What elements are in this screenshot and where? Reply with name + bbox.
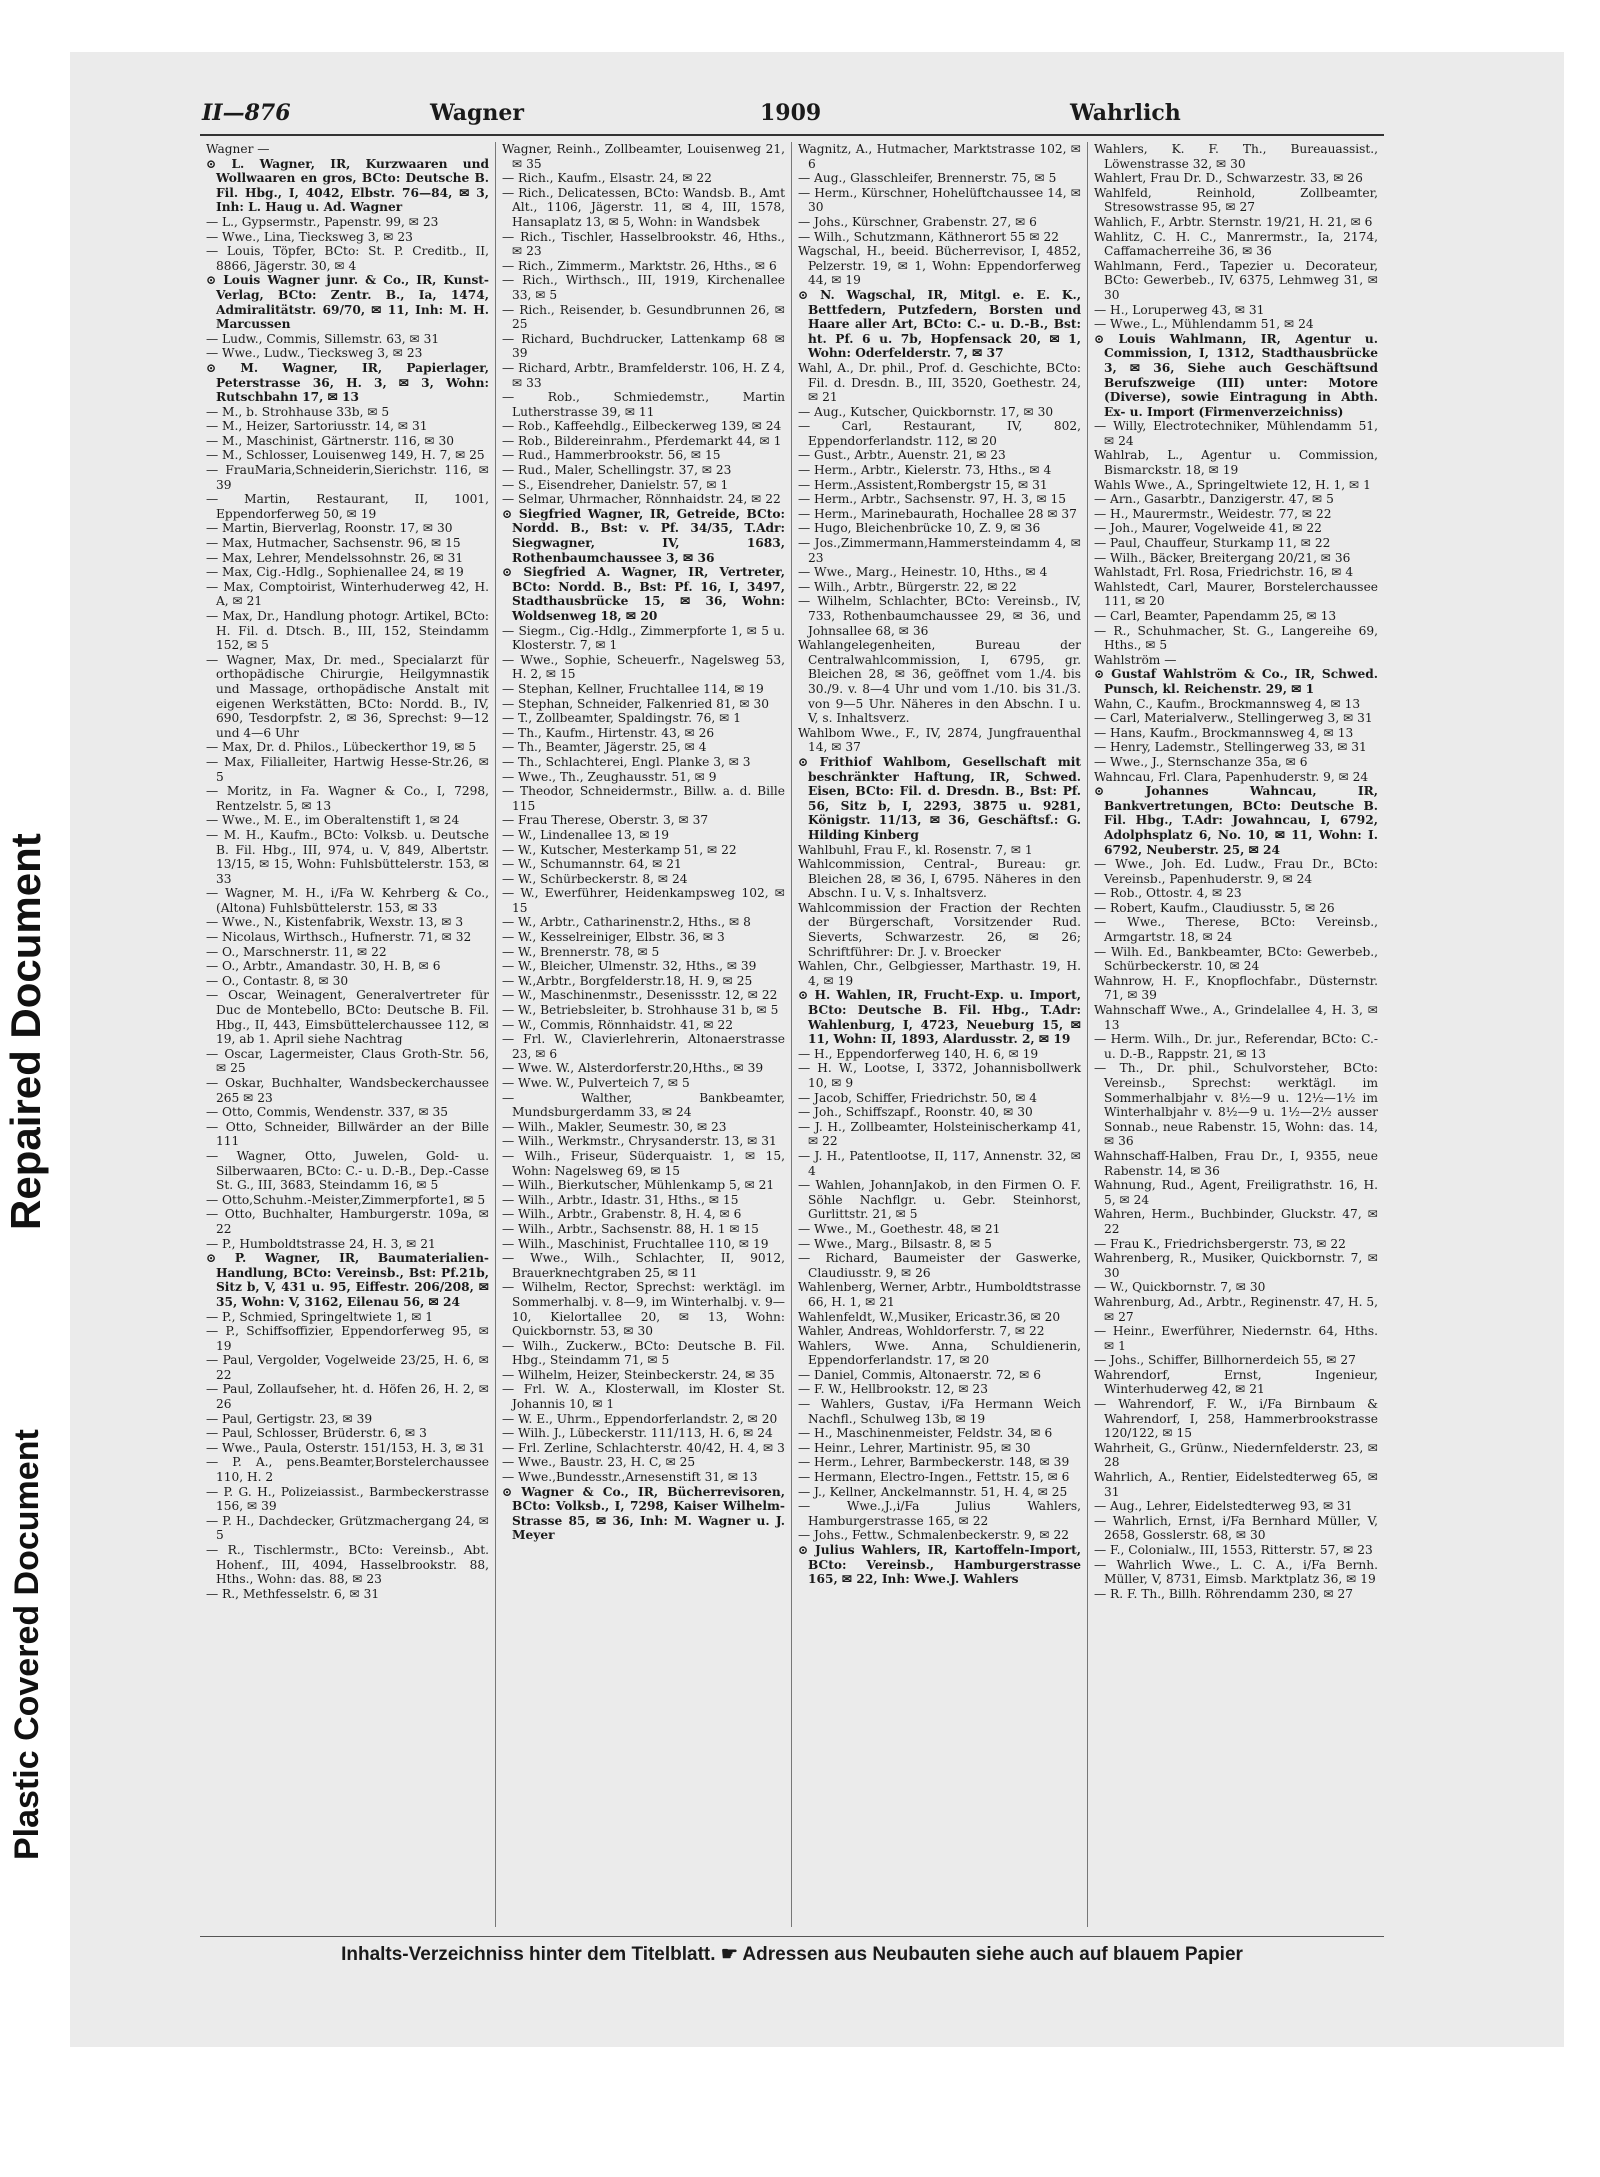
directory-entry: — R., Tischlermstr., BCto: Vereinsb., Abt. Hohenf., III, 4094, Hasselbrookstr. 88, Hths., Wohn: das. 88, ✉ 23 — [206, 1543, 489, 1587]
directory-entry: — Wwe., Joh. Ed. Ludw., Frau Dr., BCto: Vereinsb., Papenhuderstr. 9, ✉ 24 — [1094, 857, 1378, 886]
directory-entry: — Wilhelm, Schlachter, BCto: Vereinsb., IV, 733, Rothenbaumchaussee 29, ✉ 36, und Johnsallee 68, ✉ 36 — [798, 594, 1081, 638]
directory-entry: ⊙ M. Wagner, IR, Papierlager, Peterstrasse 36, H. 3, ✉ 3, Wohn: Rutschbahn 17, ✉ 13 — [206, 360, 489, 405]
directory-entry: — Wwe. W., Alsterdorferstr.20,Hths., ✉ 39 — [502, 1061, 764, 1076]
directory-entry: — O., Arbtr., Amandastr. 30, H. B, ✉ 6 — [206, 959, 441, 974]
directory-entry: — W., Arbtr., Catharinenstr.2, Hths., ✉ 8 — [502, 915, 751, 930]
directory-entry: — Aug., Lehrer, Eidelstedterweg 93, ✉ 31 — [1094, 1499, 1353, 1514]
directory-entry: Wagner — — [206, 142, 270, 156]
directory-entry: — Rich., Tischler, Hasselbrookstr. 46, Hths., ✉ 23 — [502, 229, 785, 259]
directory-entry: Wahn, C., Kaufm., Brockmannsweg 4, ✉ 13 — [1094, 696, 1361, 711]
directory-entry: — Max, Cig.-Hdlg., Sophienallee 24, ✉ 19 — [206, 565, 464, 580]
directory-entry: — Hermann, Electro-Ingen., Fettstr. 15, ✉ 6 — [798, 1470, 1070, 1485]
directory-entry: — Rob., Bildereinrahm., Pferdemarkt 44, ✉ 1 — [502, 433, 782, 448]
directory-entry: — Aug., Kutscher, Quickbornstr. 17, ✉ 30 — [798, 404, 1054, 419]
directory-entry: — Rich., Kaufm., Elsastr. 24, ✉ 22 — [502, 171, 712, 186]
directory-entry: Wahncau, Frl. Clara, Papenhuderstr. 9, ✉ 24 — [1094, 769, 1369, 784]
directory-entry: — Wwe., Therese, BCto: Vereinsb., Armgartstr. 18, ✉ 24 — [1094, 915, 1378, 945]
directory-entry: — Rud., Hammerbrookstr. 56, ✉ 15 — [502, 448, 721, 463]
directory-entry: ⊙ Siegfried Wagner, IR, Getreide, BCto: Nordd. B., Bst: v. Pf. 34/35, T.Adr: Siegwagner, IV, 1683, Rothenbaumchaussee 3, ✉ 36 — [502, 506, 785, 565]
directory-entry: — Hans, Kaufm., Brockmannsweg 4, ✉ 13 — [1094, 725, 1354, 740]
directory-entry: — Oscar, Weinagent, Generalvertreter für Duc de Montebello, BCto: Deutsche B. Fil. Hbg., II, 443, Eimsbüttelerchaussee 112, ✉ 19, ab 1. April siehe Nachtrag — [206, 988, 489, 1047]
directory-entry: — Herm., Arbtr., Sachsenstr. 97, H. 3, ✉ 15 — [798, 492, 1067, 507]
plastic-covered-label: Plastic Covered Document — [8, 1429, 46, 1860]
directory-entry: Wahlbom Wwe., F., IV, 2874, Jungfrauenthal 14, ✉ 37 — [798, 725, 1081, 755]
directory-entry: — Wwe., Marg., Bilsastr. 8, ✉ 5 — [798, 1236, 992, 1251]
directory-entry: — T., Zollbeamter, Spaldingstr. 76, ✉ 1 — [502, 711, 741, 726]
directory-entry: — Aug., Glasschleifer, Brennerstr. 75, ✉ 5 — [798, 171, 1057, 186]
directory-entry: — J., Kellner, Anckelmannstr. 51, H. 4, ✉ 25 — [798, 1484, 1068, 1499]
directory-entry: Wagner, Reinh., Zollbeamter, Louisenweg 21, ✉ 35 — [502, 142, 785, 171]
header-rule — [200, 134, 1384, 136]
directory-entry: — H., Maurermstr., Weidestr. 77, ✉ 22 — [1094, 506, 1332, 521]
directory-entry: — Carl, Restaurant, IV, 802, Eppendorferlandstr. 112, ✉ 20 — [798, 419, 1081, 448]
directory-entry: — Rob., Kaffeehdlg., Eilbeckerweg 139, ✉ 24 — [502, 419, 782, 434]
directory-entry: — W. E., Uhrm., Eppendorferlandstr. 2, ✉ 20 — [502, 1411, 778, 1426]
directory-entry: ⊙ L. Wagner, IR, Kurzwaaren und Wollwaaren en gros, BCto: Deutsche B. Fil. Hbg., I, 4042, Elbstr. 76—84, ✉ 3, Inh: L. Haug u. Ad. Wagner — [206, 156, 489, 215]
directory-entry: — S., Eisendreher, Danielstr. 57, ✉ 1 — [502, 477, 729, 492]
directory-entry: — Wwe., Paula, Osterstr. 151/153, H. 3, ✉ 31 — [206, 1440, 485, 1455]
directory-entry: — Otto, Buchhalter, Hamburgerstr. 109a, ✉ 22 — [206, 1207, 489, 1236]
directory-entry: — Henry, Lademstr., Stellingerweg 33, ✉ 31 — [1094, 740, 1367, 755]
directory-entry: — Walther, Bankbeamter, Mundsburgerdamm 33, ✉ 24 — [502, 1090, 785, 1120]
directory-entry: — M., b. Strohhause 33b, ✉ 5 — [206, 404, 390, 419]
directory-entry: — H., Maschinenmeister, Feldstr. 34, ✉ 6 — [798, 1426, 1053, 1441]
header-year: 1909 — [760, 100, 822, 126]
directory-entry: Wahlström — — [1094, 652, 1177, 667]
directory-entry: Wahlers, Wwe. Anna, Schuldienerin, Eppendorferlandstr. 17, ✉ 20 — [798, 1338, 1081, 1368]
directory-entry: — W., Schumannstr. 64, ✉ 21 — [502, 857, 682, 872]
directory-entry: Wahlitz, C. H. C., Manrermstr., Ia, 2174, Caffamacherreihe 36, ✉ 36 — [1094, 229, 1378, 259]
directory-entry: — Johs., Fettw., Schmalenbeckerstr. 9, ✉ 22 — [798, 1528, 1069, 1543]
directory-entry: — Herm.,Assistent,Rombergstr 15, ✉ 31 — [798, 477, 1048, 492]
directory-entry: — Herm. Wilh., Dr. jur., Referendar, BCto: C.- u. D.-B., Rappstr. 21, ✉ 13 — [1094, 1032, 1378, 1061]
directory-entry: ⊙ Julius Wahlers, IR, Kartoffeln-Import, BCto: Vereinsb., Hamburgerstrasse 165, ✉ 22, Inh: Wwe.J. Wahlers — [798, 1543, 1081, 1587]
directory-entry: — Joh., Maurer, Vogelweide 41, ✉ 22 — [1094, 521, 1322, 536]
directory-entry: — Herm., Marinebaurath, Hochallee 28 ✉ 37 — [798, 506, 1077, 521]
directory-entry: — Wilh., Arbtr., Bürgerstr. 22, ✉ 22 — [798, 579, 1017, 594]
directory-entry: — Wilh., Arbtr., Idastr. 31, Hths., ✉ 15 — [502, 1192, 739, 1207]
directory-entry: ⊙ Louis Wagner junr. & Co., IR, Kunst-Verlag, BCto: Zentr. B., Ia, 1474, Admiralitätstr. 69/70, ✉ 11, Inh: M. H. Marcussen — [206, 273, 489, 332]
directory-entry: — J. H., Patentlootse, II, 117, Annenstr. 32, ✉ 4 — [798, 1148, 1081, 1178]
directory-entry: — W., Lindenallee 13, ✉ 19 — [502, 827, 669, 842]
directory-entry: — Theodor, Schneidermstr., Billw. a. d. Bille 115 — [502, 784, 785, 813]
directory-entry: Wahlfeld, Reinhold, Zollbeamter, Stresowstrasse 95, ✉ 27 — [1094, 185, 1378, 215]
directory-entry: — Otto, Schneider, Billwärder an der Bille 111 — [206, 1119, 489, 1149]
directory-entry: Wahls Wwe., A., Springeltwiete 12, H. 1, ✉ 1 — [1094, 477, 1371, 492]
directory-entry: Wahlenberg, Werner, Arbtr., Humboldtstrasse 66, H. 1, ✉ 21 — [798, 1280, 1081, 1309]
directory-entry: Wahrenburg, Ad., Arbtr., Reginenstr. 47, H. 5, ✉ 27 — [1094, 1294, 1378, 1324]
directory-entry: — F., Colonialw., III, 1553, Ritterstr. 57, ✉ 23 — [1094, 1543, 1373, 1557]
directory-entry: — H., Loruperweg 43, ✉ 31 — [1094, 302, 1265, 317]
directory-entry: — W., Kutscher, Mesterkamp 51, ✉ 22 — [502, 842, 737, 857]
directory-entry: — Stephan, Schneider, Falkenried 81, ✉ 30 — [502, 696, 769, 711]
directory-entry: — Paul, Vergolder, Vogelweide 23/25, H. 6, ✉ 22 — [206, 1353, 489, 1382]
directory-entry: — W., Quickbornstr. 7, ✉ 30 — [1094, 1280, 1266, 1295]
directory-entry: — Daniel, Commis, Altonaerstr. 72, ✉ 6 — [798, 1367, 1041, 1382]
directory-entry: — Wilh., Schutzmann, Käthnerort 55 ✉ 22 — [798, 229, 1060, 244]
directory-entry: — Robert, Kaufm., Claudiusstr. 5, ✉ 26 — [1094, 900, 1335, 915]
directory-entry: — Max, Hutmacher, Sachsenstr. 96, ✉ 15 — [206, 536, 461, 551]
directory-entry: Wagnitz, A., Hutmacher, Marktstrasse 102, ✉ 6 — [798, 142, 1081, 171]
directory-entry: — Oscar, Lagermeister, Claus Groth-Str. 56, ✉ 25 — [206, 1046, 489, 1076]
directory-entry: ⊙ Louis Wahlmann, IR, Agentur u. Commission, I, 1312, Stadthausbrücke 3, ✉ 36, Siehe auch Geschäftsund Berufszweige (III) unter: Motore (Diverse), sowie Eintragung in Abth. Ex- u. Import (Firmenverzeichniss) — [1094, 331, 1378, 419]
directory-entry: — Frau K., Friedrichsbergerstr. 73, ✉ 22 — [1094, 1236, 1346, 1251]
directory-entry: Wahlen, Chr., Gelbgiesser, Marthastr. 19, H. 4, ✉ 19 — [798, 959, 1081, 988]
directory-entry: — Paul, Schlosser, Brüderstr. 6, ✉ 3 — [206, 1426, 427, 1441]
directory-entry: — Wahlers, Gustav, i/Fa Hermann Weich Nachfl., Schulweg 13b, ✉ 19 — [798, 1397, 1081, 1426]
directory-entry: — Frl. W., Clavierlehrerin, Altonaerstrasse 23, ✉ 6 — [502, 1032, 785, 1061]
directory-entry: — Wwe., M., Goethestr. 48, ✉ 21 — [798, 1221, 1001, 1236]
directory-entry: Wahnrow, H. F., Knopflochfabr., Düsternstr. 71, ✉ 39 — [1094, 973, 1378, 1003]
column-4 — [1088, 142, 1384, 1927]
directory-entry: — Paul, Chauffeur, Sturkamp 11, ✉ 22 — [1094, 536, 1331, 551]
directory-entry: — M., Heizer, Sartoriusstr. 14, ✉ 31 — [206, 419, 428, 434]
directory-entry: Wahlangelegenheiten, Bureau der Centralwahlcommission, I, 6795, gr. Bleichen 28, ✉ 36, geöffnet vom 1./4. bis 30./9. v. 8—4 Uhr und vom 1./10. bis 31./3. von 9—5 Uhr. Näheres in den Abschn. I u. V, s. Inhaltsverz. — [798, 638, 1081, 726]
directory-entry: — H., Eppendorferweg 140, H. 6, ✉ 19 — [798, 1046, 1039, 1061]
directory-entry: — W., Kesselreiniger, Elbstr. 36, ✉ 3 — [502, 930, 725, 945]
directory-entry: ⊙ Johannes Wahncau, IR, Bankvertretungen, BCto: Deutsche B. Fil. Hbg., T.Adr: Jowahncau, I, 6792, Adolphsplatz 6, No. 10, ✉ 11, Wohn: I. 6792, Neuberstr. 25, ✉ 24 — [1094, 784, 1378, 857]
directory-entry: — F. W., Hellbrookstr. 12, ✉ 23 — [798, 1382, 988, 1397]
directory-entry: — Richard, Buchdrucker, Lattenkamp 68 ✉ 39 — [502, 331, 785, 361]
directory-entry: — Frau Therese, Oberstr. 3, ✉ 37 — [502, 813, 709, 828]
directory-entry: — Wilhelm, Rector, Sprechst: werktägl. im Sommerhalbj. v. 8—9, im Winterhalbj. v. 9—10, Kielortallee 20, ✉ 13, Wohn: Quickbornstr. 53, ✉ 30 — [502, 1280, 785, 1339]
directory-entry: — Wilh., Friseur, Süderquaistr. 1, ✉ 15, Wohn: Nagelsweg 69, ✉ 15 — [502, 1148, 785, 1178]
directory-entry: — Wwe., Baustr. 23, H. C, ✉ 25 — [502, 1455, 696, 1470]
directory-entry: ⊙ N. Wagschal, IR, Mitgl. e. E. K., Bettfedern, Putzfedern, Borsten und Haare aller Art, BCto: C.- u. D.-B., Bst: ht. Pf. 6 u. 7b, Hopfensack 20, ✉ 1, Wohn: Oderfelderstr. 7, ✉ 37 — [798, 287, 1081, 361]
directory-entry: — Wwe., M. E., im Oberaltenstift 1, ✉ 24 — [206, 813, 460, 828]
column-3 — [792, 142, 1088, 1927]
directory-entry: — Wilh., Bäcker, Breitergang 20/21, ✉ 36 — [1094, 550, 1351, 565]
directory-entry: — Heinr., Lehrer, Martinistr. 95, ✉ 30 — [798, 1440, 1031, 1455]
directory-entry: — O., Marschnerstr. 11, ✉ 22 — [206, 944, 387, 959]
directory-entry: — Max, Dr., Handlung photogr. Artikel, BCto: H. Fil. d. Dtsch. B., III, 152, Steindamm 152, ✉ 5 — [206, 609, 489, 653]
directory-entry: — P., Humboldtstrasse 24, H. 3, ✉ 21 — [206, 1236, 436, 1251]
directory-entry: — Th., Dr. phil., Schulvorsteher, BCto: Vereinsb., Sprechst: werktägl. im Sommerhalbjahr v. 8½—9 u. 12½—1½ im Winterhalbjahr v. 8½—9 u. 1½—2½ ausser Sonnab., neue Rabenstr. 15, Wohn: das. 14, ✉ 36 — [1094, 1061, 1378, 1149]
directory-entry: — Wwe. W., Pulverteich 7, ✉ 5 — [502, 1076, 690, 1090]
directory-entry: — H. W., Lootse, I, 3372, Johannisbollwerk 10, ✉ 9 — [798, 1061, 1081, 1090]
directory-entry: — Otto,Schuhm.-Meister,Zimmerpforte1, ✉ 5 — [206, 1192, 486, 1207]
directory-entry: — Paul, Zollaufseher, ht. d. Höfen 26, H. 2, ✉ 26 — [206, 1382, 489, 1412]
directory-entry: Wahrendorf, Ernst, Ingenieur, Winterhuderweg 42, ✉ 21 — [1094, 1367, 1378, 1397]
directory-entry: — Max, Lehrer, Mendelssohnstr. 26, ✉ 31 — [206, 550, 464, 565]
directory-entry: — M. H., Kaufm., BCto: Volksb. u. Deutsche B. Fil. Hbg., III, 974, u. V, 849, Albertstr. 13/15, ✉ 15, Wohn: Fuhlsbüttelerstr. 153, ✉ 33 — [206, 827, 489, 886]
directory-entry: — Max, Dr. d. Philos., Lübeckerthor 19, ✉ 5 — [206, 740, 477, 755]
directory-entry: — Heinr., Ewerführer, Niedernstr. 64, Hths. ✉ 1 — [1094, 1324, 1378, 1353]
directory-entry: — Hugo, Bleichenbrücke 10, Z. 9, ✉ 36 — [798, 521, 1041, 536]
directory-entry: — Herm., Kürschner, Hohelüftchaussee 14, ✉ 30 — [798, 185, 1081, 215]
directory-entry: — Paul, Gertigstr. 23, ✉ 39 — [206, 1411, 373, 1426]
directory-entry: — Rob., Ottostr. 4, ✉ 23 — [1094, 886, 1242, 901]
directory-entry: — Wagner, M. H., i/Fa W. Kehrberg & Co., (Altona) Fuhlsbüttelerstr. 153, ✉ 33 — [206, 886, 489, 915]
directory-entry: — Wilh., Maschinist, Fruchtallee 110, ✉ 19 — [502, 1236, 769, 1251]
directory-entry: — W., Commis, Rönnhaidstr. 41, ✉ 22 — [502, 1017, 734, 1032]
directory-entry: — W., Maschinenmstr., Desenissstr. 12, ✉ 22 — [502, 988, 778, 1003]
directory-entry: — Wilh. Ed., Bankbeamter, BCto: Gewerbeb., Schürbeckerstr. 10, ✉ 24 — [1094, 944, 1378, 974]
directory-page — [200, 100, 1384, 1980]
directory-entry: — Moritz, in Fa. Wagner & Co., I, 7298, Rentzelstr. 5, ✉ 13 — [206, 784, 489, 813]
directory-entry: — FrauMaria,Schneiderin,Sierichstr. 116, ✉ 39 — [206, 463, 489, 492]
directory-entry: — P., Schmied, Springeltwiete 1, ✉ 1 — [206, 1309, 434, 1324]
directory-entry: — Selmar, Uhrmacher, Rönnhaidstr. 24, ✉ 22 — [502, 492, 781, 507]
directory-entry: ⊙ Gustaf Wahlström & Co., IR, Schwed. Punsch, kl. Reichenstr. 29, ✉ 1 — [1094, 667, 1378, 696]
repaired-document-label: Repaired Document — [2, 833, 49, 1230]
directory-entry: — J. H., Zollbeamter, Holsteinischerkamp 41, ✉ 22 — [798, 1119, 1081, 1149]
directory-entry: — Siegm., Cig.-Hdlg., Zimmerpforte 1, ✉ 5 u. Klosterstr. 7, ✉ 1 — [502, 623, 785, 653]
directory-entry: Wahlbuhl, Frau F., kl. Rosenstr. 7, ✉ 1 — [798, 842, 1033, 857]
directory-entry: — R., Methfesselstr. 6, ✉ 31 — [206, 1586, 380, 1601]
directory-entry: ⊙ H. Wahlen, IR, Frucht-Exp. u. Import, BCto: Deutsche B. Fil. Hbg., T.Adr: Wahlenburg, I, 4723, Neueburg 15, ✉ 11, Wohn: II, 1893, Alardusstr. 2, ✉ 19 — [798, 988, 1081, 1047]
directory-entry: Wahlenfeldt, W.,Musiker, Ericastr.36, ✉ 20 — [798, 1309, 1061, 1324]
directory-entry: — Th., Kaufm., Hirtenstr. 43, ✉ 26 — [502, 725, 715, 740]
directory-entry: — W., Schürbeckerstr. 8, ✉ 24 — [502, 871, 688, 886]
column-2 — [496, 142, 792, 1927]
directory-entry: — Stephan, Kellner, Fruchtallee 114, ✉ 19 — [502, 681, 764, 696]
directory-entry: — Jacob, Schiffer, Friedrichstr. 50, ✉ 4 — [798, 1090, 1038, 1105]
directory-entry: — Wilh., Bierkutscher, Mühlenkamp 5, ✉ 21 — [502, 1178, 775, 1193]
directory-entry: — Wwe., N., Kistenfabrik, Wexstr. 13, ✉ 3 — [206, 915, 464, 930]
directory-entry: — R., Schuhmacher, St. G., Langereihe 69, Hths., ✉ 5 — [1094, 623, 1378, 653]
directory-entry: Wahler, Andreas, Wohldorferstr. 7, ✉ 22 — [798, 1324, 1045, 1339]
directory-entry: — P. A., pens.Beamter,Borstelerchaussee 110, H. 2 — [206, 1455, 489, 1485]
directory-columns — [200, 142, 1384, 1927]
running-header — [200, 100, 1384, 138]
directory-entry: Wahlcommission der Fraction der Rechten der Bürgerschaft, Vorsitzender Rud. Sieverts, Schwarzestr. 26, ✉ 26; Schriftführer: Dr. J. v. Broecker — [798, 900, 1081, 959]
directory-entry: — Richard, Baumeister der Gaswerke, Claudiusstr. 9, ✉ 26 — [798, 1251, 1081, 1280]
directory-entry: — Louis, Töpfer, BCto: St. P. Creditb., II, 8866, Jägerstr. 30, ✉ 4 — [206, 244, 489, 273]
directory-entry: — Wahrendorf, F. W., i/Fa Birnbaum & Wahrendorf, I, 258, Hammerbrookstrasse 120/122, ✉ 15 — [1094, 1397, 1378, 1441]
directory-entry: — Nicolaus, Wirthsch., Hufnerstr. 71, ✉ 32 — [206, 930, 472, 945]
directory-entry: — Rud., Maler, Schellingstr. 37, ✉ 23 — [502, 463, 732, 478]
directory-entry: ⊙ Siegfried A. Wagner, IR, Vertreter, BCto: Nordd. B., Bst: Pf. 16, I, 3497, Stadthausbrücke 15, ✉ 36, Wohn: Woldsenweg 18, ✉ 20 — [502, 565, 785, 623]
directory-entry: — Th., Beamter, Jägerstr. 25, ✉ 4 — [502, 740, 707, 755]
header-first-name: Wagner — [430, 100, 525, 126]
directory-entry: — R. F. Th., Billh. Röhrendamm 230, ✉ 27 — [1094, 1586, 1354, 1601]
directory-entry: — Wwe., L., Mühlendamm 51, ✉ 24 — [1094, 317, 1314, 332]
header-last-name: Wahrlich — [1070, 100, 1181, 126]
directory-entry: — Jos.,Zimmermann,Hammersteindamm 4, ✉ 23 — [798, 536, 1081, 565]
directory-entry: Wahlcommission, Central-, Bureau: gr. Bleichen 28, ✉ 36, I, 6795. Näheres in den Abschn. I u. V, s. Inhaltsverz. — [798, 857, 1081, 901]
directory-entry: — Richard, Arbtr., Bramfelderstr. 106, H. Z 4, ✉ 33 — [502, 360, 785, 390]
directory-entry: — Herm., Arbtr., Kielerstr. 73, Hths., ✉ 4 — [798, 463, 1052, 478]
directory-entry: — W., Bleicher, Ulmenstr. 32, Hths., ✉ 39 — [502, 959, 757, 974]
directory-entry: — Carl, Materialverw., Stellingerweg 3, ✉ 31 — [1094, 711, 1373, 726]
directory-entry: — Wwe., Sophie, Scheuerfr., Nagelsweg 53, H. 2, ✉ 15 — [502, 652, 785, 682]
directory-entry: — Wagner, Otto, Juwelen, Gold- u. Silberwaaren, BCto: C.- u. D.-B., Dep.-Casse St. G., III, 3683, Steindamm 16, ✉ 5 — [206, 1148, 489, 1193]
directory-entry: — W., Brennerstr. 78, ✉ 5 — [502, 944, 660, 959]
directory-entry: Wahnschaff Wwe., A., Grindelallee 4, H. 3, ✉ 13 — [1094, 1003, 1378, 1032]
directory-entry: — Max, Filialleiter, Hartwig Hesse-Str.26, ✉ 5 — [206, 754, 489, 784]
directory-entry: — Wilh., Zuckerw., BCto: Deutsche B. Fil. Hbg., Steindamm 71, ✉ 5 — [502, 1338, 785, 1368]
directory-entry: — Wilh., Arbtr., Sachsenstr. 88, H. 1 ✉ 15 — [502, 1221, 759, 1236]
page-footer-note: Inhalts-Verzeichniss hinter dem Titelblatt. ☛ Adressen aus Neubauten siehe auch auf blauem Papier — [200, 1936, 1384, 1966]
directory-entry: — Arn., Gasarbtr., Danzigerstr. 47, ✉ 5 — [1094, 492, 1334, 507]
directory-entry: — Willy, Electrotechniker, Mühlendamm 51, ✉ 24 — [1094, 419, 1378, 448]
directory-entry: — P. G. H., Polizeiassist., Barmbeckerstrasse 156, ✉ 39 — [206, 1484, 489, 1514]
page-number: II—876 — [202, 100, 291, 126]
directory-entry: Wahnung, Rud., Agent, Freiligrathstr. 16, H. 5, ✉ 24 — [1094, 1178, 1378, 1207]
directory-entry: Wahlert, Frau Dr. D., Schwarzestr. 33, ✉ 26 — [1094, 171, 1363, 186]
directory-entry: — Wwe., Marg., Heinestr. 10, Hths., ✉ 4 — [798, 565, 1048, 580]
directory-entry: — Wwe., Th., Zeughausstr. 51, ✉ 9 — [502, 769, 717, 784]
directory-entry: Wahren, Herm., Buchbinder, Gluckstr. 47, ✉ 22 — [1094, 1207, 1378, 1236]
directory-entry: — Wagner, Max, Dr. med., Specialarzt für orthopädische Chirurgie, Heilgymnastik und Massage, orthopädische Anstalt mit eigenen Werkstätten, BCto: Nordd. B., IV, 690, Tesdorpfstr. 2, ✉ 36, Sprechst: 9—12 und 4—6 Uhr — [206, 652, 489, 740]
directory-entry: — O., Contastr. 8, ✉ 30 — [206, 973, 349, 988]
directory-entry: — Wahrlich, Ernst, i/Fa Bernhard Müller, V, 2658, Gosslerstr. 68, ✉ 30 — [1094, 1513, 1378, 1543]
directory-entry: Wahrenberg, R., Musiker, Quickbornstr. 7, ✉ 30 — [1094, 1251, 1378, 1280]
directory-entry: — Wilh., Werkmstr., Chrysanderstr. 13, ✉ 31 — [502, 1134, 777, 1149]
directory-entry: Wahnschaff-Halben, Frau Dr., I, 9355, neue Rabenstr. 14, ✉ 36 — [1094, 1148, 1378, 1178]
directory-entry: — Wilh., Arbtr., Grabenstr. 8, H. 4, ✉ 6 — [502, 1207, 742, 1222]
directory-entry: — Frl. W. A., Klosterwall, im Kloster St. Johannis 10, ✉ 1 — [502, 1382, 785, 1412]
directory-entry: — Johs., Kürschner, Grabenstr. 27, ✉ 6 — [798, 214, 1037, 229]
column-1 — [200, 142, 496, 1927]
directory-entry: — W., Betriebsleiter, b. Strohhause 31 b, ✉ 5 — [502, 1003, 779, 1018]
directory-entry: Wahrlich, A., Rentier, Eidelstedterweg 65, ✉ 31 — [1094, 1470, 1378, 1499]
directory-entry: — Rich., Reisender, b. Gesundbrunnen 26, ✉ 25 — [502, 302, 785, 332]
directory-entry: — Th., Schlachterei, Engl. Planke 3, ✉ 3 — [502, 754, 751, 769]
directory-entry: — Rich., Zimmerm., Marktstr. 26, Hths., ✉ 6 — [502, 258, 777, 273]
directory-entry: Wahlstadt, Frl. Rosa, Friedrichstr. 16, ✉ 4 — [1094, 565, 1354, 580]
directory-entry: — Wahrlich Wwe., L. C. A., i/Fa Bernh. Müller, V, 8731, Eimsb. Marktplatz 36, ✉ 19 — [1094, 1557, 1378, 1587]
directory-entry: — Wilh., Makler, Seumestr. 30, ✉ 23 — [502, 1119, 727, 1134]
directory-entry: — Carl, Beamter, Papendamm 25, ✉ 13 — [1094, 609, 1337, 623]
directory-entry: — Gust., Arbtr., Auenstr. 21, ✉ 23 — [798, 448, 1006, 463]
directory-entry: — Wilh. J., Lübeckerstr. 111/113, H. 6, ✉ 24 — [502, 1426, 773, 1441]
directory-entry: — P., Schiffsoffizier, Eppendorferweg 95, ✉ 19 — [206, 1324, 489, 1353]
directory-entry: Wahl, A., Dr. phil., Prof. d. Geschichte, BCto: Fil. d. Dresdn. B., III, 3520, Goethestr. 24, ✉ 21 — [798, 360, 1081, 405]
directory-entry: — Oskar, Buchhalter, Wandsbeckerchaussee 265 ✉ 23 — [206, 1076, 489, 1105]
directory-entry: — Frl. Zerline, Schlachterstr. 40/42, H. 4, ✉ 3 — [502, 1440, 785, 1455]
directory-entry: — Herm., Lehrer, Barmbeckerstr. 148, ✉ 39 — [798, 1455, 1070, 1470]
directory-entry: — Martin, Bierverlag, Roonstr. 17, ✉ 30 — [206, 521, 453, 536]
directory-entry: — Rich., Delicatessen, BCto: Wandsb. B., Amt Alt., 1106, Jägerstr. 11, ✉ 4, III, 1578, Hansaplatz 13, ✉ 5, Wohn: in Wandsbek — [502, 185, 785, 229]
margin-labels — [0, 720, 60, 1860]
directory-entry: Wahlers, K. F. Th., Bureauassist., Löwenstrasse 32, ✉ 30 — [1094, 142, 1378, 171]
directory-entry: — Wwe., Lina, Tiecksweg 3, ✉ 23 — [206, 229, 413, 244]
directory-entry: — W.,Arbtr., Borgfelderstr.18, H. 9, ✉ 25 — [502, 973, 753, 988]
directory-entry: — Wwe., Ludw., Tiecksweg 3, ✉ 23 — [206, 346, 423, 361]
directory-entry: — Rich., Wirthsch., III, 1919, Kirchenallee 33, ✉ 5 — [502, 273, 785, 302]
directory-entry: ⊙ P. Wagner, IR, Baumaterialien-Handlung, BCto: Vereinsb., Bst: Pf.21b, Sitz b, V, 431 u. 95, Eiffestr. 206/208, ✉ 35, Wohn: V, 3162, Eilenau 56, ✉ 24 — [206, 1251, 489, 1309]
directory-entry: — Wilhelm, Heizer, Steinbeckerstr. 24, ✉ 35 — [502, 1367, 775, 1382]
directory-entry: — Joh., Schiffszapf., Roonstr. 40, ✉ 30 — [798, 1105, 1033, 1120]
directory-entry: — Wahlen, JohannJakob, in den Firmen O. F. Söhle Nachflgr. u. Gebr. Steinhorst, Gurlittstr. 21, ✉ 5 — [798, 1178, 1081, 1222]
directory-entry: — P. H., Dachdecker, Grützmachergang 24, ✉ 5 — [206, 1513, 489, 1543]
directory-entry: — Johs., Schiffer, Billhornerdeich 55, ✉ 27 — [1094, 1353, 1356, 1368]
directory-entry: — L., Gypsermstr., Papenstr. 99, ✉ 23 — [206, 214, 439, 229]
directory-entry: Wahlrab, L., Agentur u. Commission, Bismarckstr. 18, ✉ 19 — [1094, 448, 1378, 478]
directory-entry: — Wwe.,Bundesstr.,Arnesenstift 31, ✉ 13 — [502, 1470, 758, 1485]
directory-entry: Wahlmann, Ferd., Tapezier u. Decorateur, BCto: Gewerbeb., IV, 6375, Lehmweg 31, ✉ 30 — [1094, 258, 1378, 302]
directory-entry: Wahlstedt, Carl, Maurer, Borstelerchaussee 111, ✉ 20 — [1094, 579, 1378, 609]
directory-entry: — Wwe.,J.,i/Fa Julius Wahlers, Hamburgerstrasse 165, ✉ 22 — [798, 1499, 1081, 1528]
directory-entry: — Otto, Commis, Wendenstr. 337, ✉ 35 — [206, 1105, 449, 1120]
directory-entry: — Ludw., Commis, Sillemstr. 63, ✉ 31 — [206, 331, 440, 346]
directory-entry: — Martin, Restaurant, II, 1001, Eppendorferweg 50, ✉ 19 — [206, 492, 489, 521]
directory-entry: Wahrheit, G., Grünw., Niedernfelderstr. 23, ✉ 28 — [1094, 1440, 1378, 1470]
directory-entry: ⊙ Wagner & Co., IR, Bücherrevisoren, BCto: Volksb., I, 7298, Kaiser Wilhelm-Strasse 85, ✉ 36, Inh: M. Wagner u. J. Meyer — [502, 1484, 785, 1543]
directory-entry: — M., Schlosser, Louisenweg 149, H. 7, ✉ 25 — [206, 448, 485, 463]
directory-entry: ⊙ Frithiof Wahlbom, Gesellschaft mit beschränkter Haftung, IR, Schwed. Eisen, BCto: Fil. d. Dresdn. B., Bst: Pf. 56, Sitz b, I, 2293, 3875 u. 9281, Königstr. 11/13, ✉ 36, Geschäftsf.: G. Hilding Kinberg — [798, 754, 1081, 842]
directory-entry: — W., Ewerführer, Heidenkampsweg 102, ✉ 15 — [502, 886, 785, 915]
directory-entry: — Wwe., Wilh., Schlachter, II, 9012, Brauerknechtgraben 25, ✉ 11 — [502, 1251, 785, 1280]
directory-entry: Wagschal, H., beeid. Bücherrevisor, I, 4852, Pelzerstr. 19, ✉ 1, Wohn: Eppendorferweg 44, ✉ 19 — [798, 244, 1081, 288]
directory-entry: — M., Maschinist, Gärtnerstr. 116, ✉ 30 — [206, 433, 454, 448]
directory-entry: — Max, Comptoirist, Winterhuderweg 42, H. A, ✉ 21 — [206, 579, 489, 609]
directory-entry: Wahlich, F., Arbtr. Sternstr. 19/21, H. 21, ✉ 6 — [1094, 214, 1373, 229]
directory-entry: — Wwe., J., Sternschanze 35a, ✉ 6 — [1094, 754, 1308, 769]
directory-entry: — Rob., Schmiedemstr., Martin Lutherstrasse 39, ✉ 11 — [502, 390, 785, 419]
